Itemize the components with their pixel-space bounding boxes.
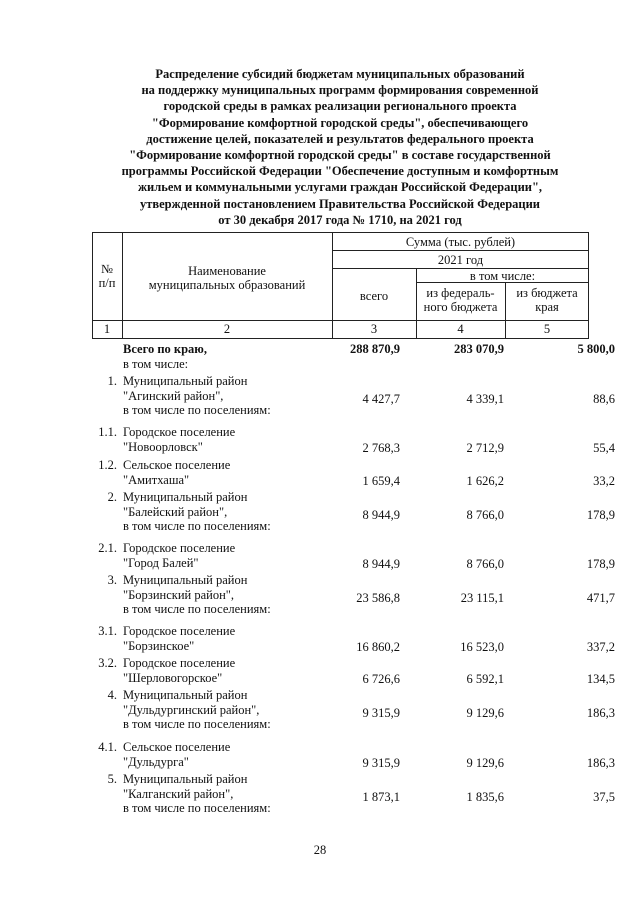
row-name-line: в том числе: <box>123 356 189 371</box>
row-total: 8 944,9 <box>362 557 400 571</box>
row-federal: 2 712,9 <box>466 441 504 455</box>
row-regional: 186,3 <box>586 706 615 720</box>
header-num-line1: № <box>101 262 113 276</box>
row-regional: 37,5 <box>593 790 615 804</box>
title-line: программы Российской Федерации "Обеспечение доступным и комфортным <box>121 164 559 179</box>
table-border <box>332 250 589 251</box>
row-regional: 134,5 <box>586 672 615 686</box>
row-number: 2. <box>107 490 117 504</box>
row-name-line: "Борзинский район", <box>123 587 235 602</box>
row-name-line: Муниципальный район <box>123 772 248 786</box>
row-name-line: Городское поселение <box>123 624 236 638</box>
row-name-line: в том числе по поселениям: <box>123 801 271 815</box>
row-name-line: Муниципальный район <box>123 573 248 587</box>
header-regional-line2: края <box>535 300 559 314</box>
header-num-label <box>92 262 122 290</box>
row-name-line: "Новоорловск" <box>123 439 203 454</box>
row-total: 9 315,9 <box>362 756 400 770</box>
row-total: 23 586,8 <box>356 591 400 605</box>
row-name <box>123 624 235 653</box>
row-total: 6 726,6 <box>362 672 400 686</box>
row-name-line: "Амитхаша" <box>123 472 190 487</box>
row-name <box>123 342 207 371</box>
row-federal: 23 115,1 <box>460 591 504 605</box>
title-line: утвержденной постановлением Правительства Российской Федерации <box>139 196 541 211</box>
row-name-line: "Агинский район", <box>123 388 224 403</box>
row-federal: 4 339,1 <box>466 392 504 406</box>
row-total: 288 870,9 <box>350 342 400 356</box>
row-name-line: "Балейский район", <box>123 504 228 519</box>
row-name-line: в том числе по поселениям: <box>123 602 271 616</box>
row-name-line: Всего по краю, <box>123 342 207 356</box>
row-name-line: Городское поселение <box>123 656 236 670</box>
page-number: 28 <box>313 843 327 857</box>
row-federal: 16 523,0 <box>460 640 504 654</box>
row-name <box>123 425 235 454</box>
row-federal: 8 766,0 <box>466 557 504 571</box>
row-regional: 178,9 <box>586 508 615 522</box>
header-federal-line1: из федераль- <box>426 286 495 300</box>
row-federal: 8 766,0 <box>466 508 504 522</box>
document-title <box>60 66 620 228</box>
table-border <box>92 320 589 321</box>
row-name-line: "Шерловогорское" <box>123 670 223 685</box>
title-line: Распределение субсидий бюджетам муниципальных образований <box>155 67 525 81</box>
row-federal: 9 129,6 <box>466 706 504 720</box>
title-line: "Формирование комфортной городской среды" в составе государственной <box>129 148 551 163</box>
row-name <box>123 490 271 534</box>
header-including-label: в том числе: <box>469 269 536 283</box>
row-number: 4.1. <box>98 740 117 754</box>
row-total: 1 659,4 <box>362 474 400 488</box>
header-num-line2: п/п <box>98 276 116 290</box>
row-number: 3.1. <box>98 624 117 638</box>
row-name-line: "Дульдургинский район", <box>123 702 260 717</box>
row-total: 8 944,9 <box>362 508 400 522</box>
column-number: 3 <box>370 322 378 336</box>
row-name-line: Муниципальный район <box>123 490 248 504</box>
row-name <box>123 458 230 487</box>
title-line: на поддержку муниципальных программ формирования современной <box>141 83 539 98</box>
row-name-line: в том числе по поселениям: <box>123 519 271 533</box>
row-name <box>123 541 235 570</box>
row-name-line: в том числе по поселениям: <box>123 403 271 417</box>
row-name <box>123 573 271 617</box>
row-number: 1.1. <box>98 425 117 439</box>
table-border <box>92 338 589 339</box>
header-year-label: 2021 год <box>437 253 484 267</box>
title-line: достижение целей, показателей и результатов федерального проекта <box>146 131 534 146</box>
row-regional: 471,7 <box>586 591 615 605</box>
row-name <box>123 688 271 732</box>
row-regional: 186,3 <box>586 756 615 770</box>
header-regional-line1: из бюджета <box>516 286 578 300</box>
row-federal: 1 835,6 <box>466 790 504 804</box>
row-name <box>123 772 271 816</box>
header-federal-label <box>416 286 505 314</box>
column-number: 2 <box>223 322 231 336</box>
row-total: 16 860,2 <box>356 640 400 654</box>
row-number: 5. <box>107 772 117 786</box>
row-name <box>123 740 230 769</box>
row-regional: 5 800,0 <box>577 342 615 356</box>
row-name-line: "Калганский район", <box>123 786 234 801</box>
row-name-line: "Дульдурга" <box>123 754 189 769</box>
table-header <box>92 232 589 339</box>
table-border <box>92 232 589 233</box>
row-name-line: Муниципальный район <box>123 374 248 388</box>
row-federal: 6 592,1 <box>466 672 504 686</box>
row-total: 9 315,9 <box>362 706 400 720</box>
row-name <box>123 656 235 685</box>
row-federal: 9 129,6 <box>466 756 504 770</box>
header-total-label: всего <box>359 289 389 303</box>
row-name-line: Сельское поселение <box>123 458 231 472</box>
row-total: 1 873,1 <box>362 790 400 804</box>
header-regional-label <box>505 286 589 314</box>
row-regional: 88,6 <box>593 392 615 406</box>
header-name-line1: Наименование <box>188 264 266 278</box>
row-number: 2.1. <box>98 541 117 555</box>
row-number: 1.2. <box>98 458 117 472</box>
row-number: 3. <box>107 573 117 587</box>
row-name <box>123 374 271 418</box>
column-number: 4 <box>457 322 464 336</box>
row-regional: 33,2 <box>593 474 615 488</box>
row-number: 4. <box>107 688 117 702</box>
header-name-line2: муниципальных образований <box>148 278 306 292</box>
row-name-line: "Город Балей" <box>123 555 199 570</box>
row-federal: 283 070,9 <box>454 342 504 356</box>
row-name-line: "Борзинское" <box>123 638 195 653</box>
header-federal-line2: ного бюджета <box>423 300 498 314</box>
column-number: 5 <box>543 322 551 336</box>
row-name-line: Городское поселение <box>123 425 236 439</box>
title-line: городской среды в рамках реализации регионального проекта <box>163 99 517 114</box>
column-number: 1 <box>103 322 111 336</box>
row-total: 2 768,3 <box>362 441 400 455</box>
row-total: 4 427,7 <box>362 392 400 406</box>
header-sum-label: Сумма (тыс. рублей) <box>405 235 516 249</box>
header-name-label <box>122 264 332 292</box>
row-number: 3.2. <box>98 656 117 670</box>
row-name-line: Сельское поселение <box>123 740 231 754</box>
row-name-line: в том числе по поселениям: <box>123 717 271 731</box>
row-name-line: Муниципальный район <box>123 688 248 702</box>
row-federal: 1 626,2 <box>466 474 504 488</box>
row-regional: 55,4 <box>593 441 615 455</box>
title-line: жильем и коммунальными услугами граждан Российской Федерации", <box>137 180 543 195</box>
title-line: "Формирование комфортной городской среды", обеспечивающего <box>151 115 529 130</box>
row-number: 1. <box>107 374 117 388</box>
row-regional: 337,2 <box>586 640 615 654</box>
title-line: от 30 декабря 2017 года № 1710, на 2021 год <box>218 212 462 227</box>
row-regional: 178,9 <box>586 557 615 571</box>
row-name-line: Городское поселение <box>123 541 236 555</box>
